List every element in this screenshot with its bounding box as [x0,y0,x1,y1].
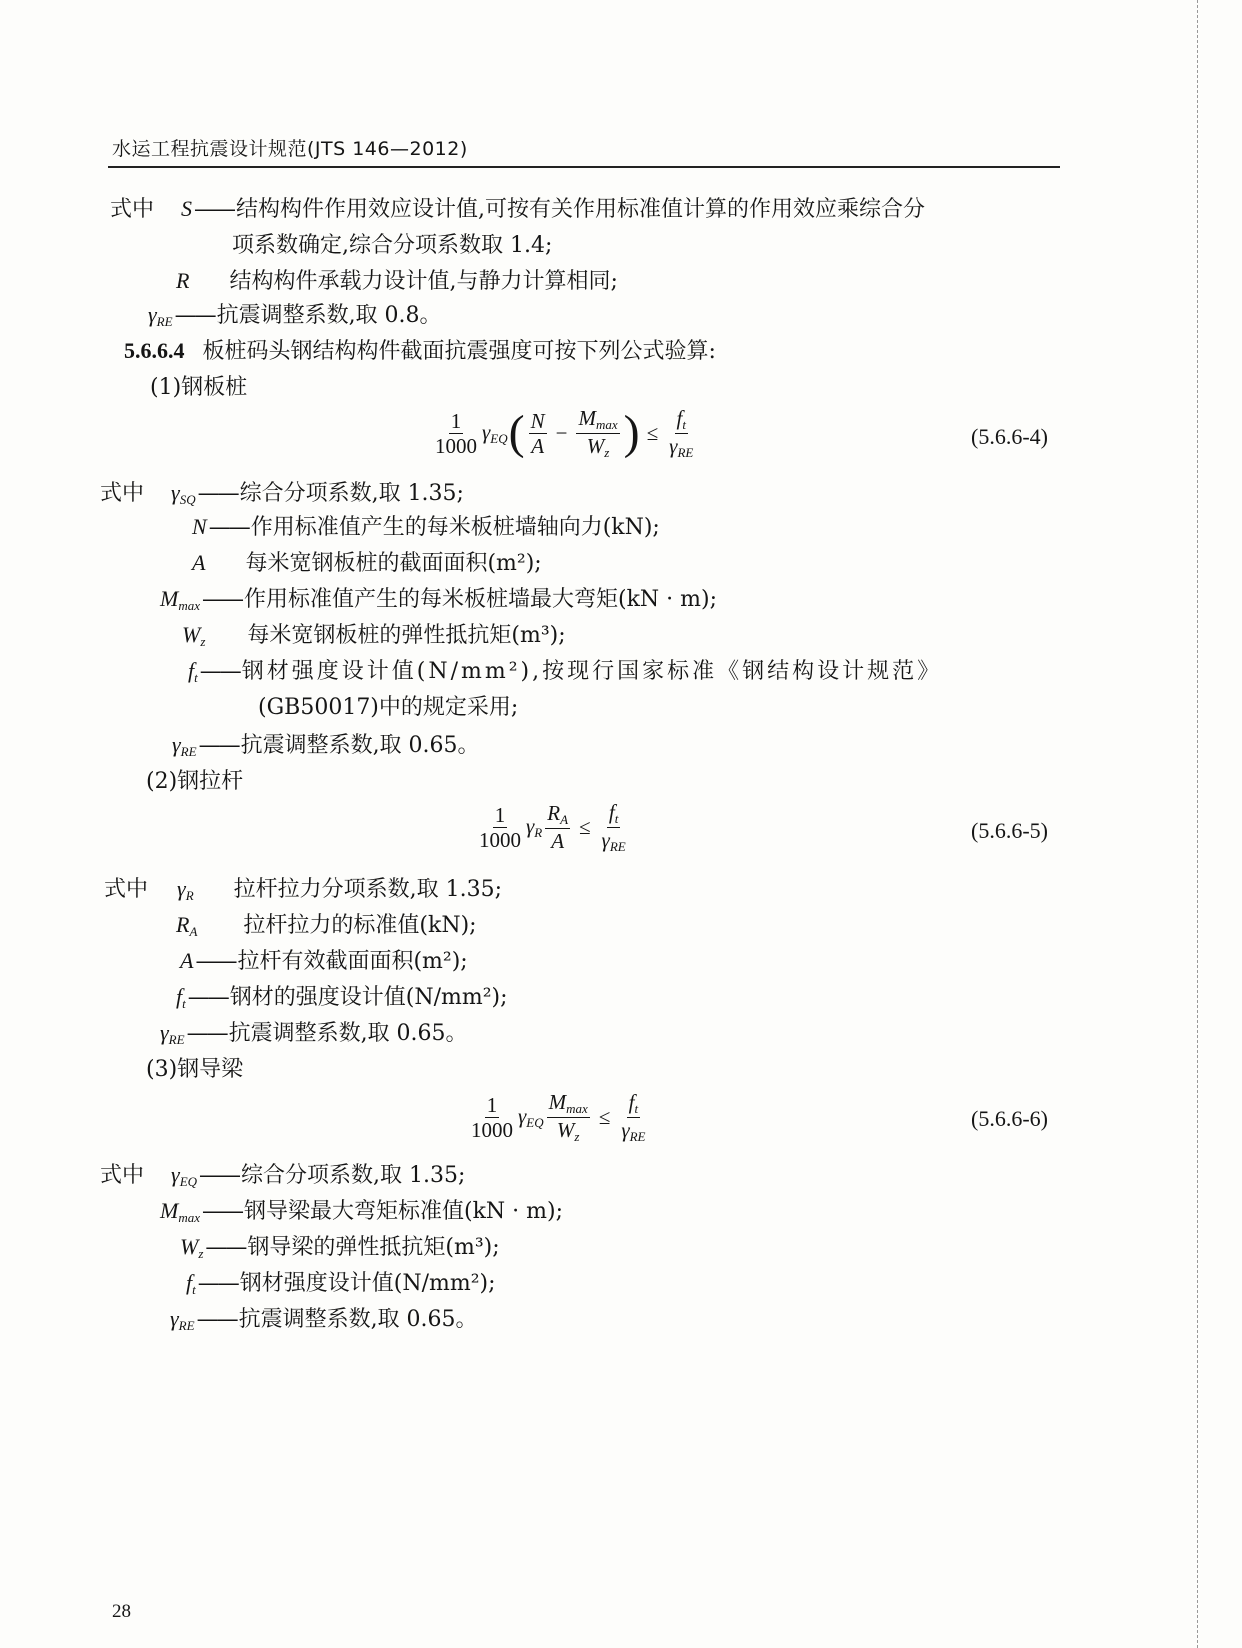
definition-gamma-re [160,1016,468,1048]
var-symbol: $M_{max}$ [160,1198,200,1225]
fraction: $\frac{f_t}{\gamma_{RE}}$ [601,800,626,854]
dash: —— [197,1271,238,1296]
var-description: 抗震调整系数,取 0.8。 [216,303,442,328]
page-number: 28 [112,1601,131,1622]
var-description: 钢材强度设计值(N/mm²); [239,1271,496,1296]
definition-w-z [180,1230,500,1262]
scan-edge-line [1197,0,1198,1648]
var-description: 作用标准值产生的每米板桩墙最大弯矩(kN · m); [244,587,718,612]
definition-gamma-eq [100,1158,465,1190]
dash: —— [174,303,215,328]
header-rule [108,166,1060,168]
var-description: 抗震调整系数,取 0.65。 [240,733,480,758]
dash: —— [187,985,228,1010]
var-symbol: $\gamma_{RE}$ [170,1306,195,1333]
equation-number: (5.6.6-4) [971,424,1048,449]
leq-sign: ≤ [579,814,591,839]
var-description: 拉杆拉力的标准值(kN); [243,913,477,938]
formula-5-6-6-6 [466,1090,651,1145]
fraction: $\frac{R_A}{A}$ [547,801,569,854]
var-symbol: $\gamma_{RE}$ [160,1020,185,1047]
var-description: 钢材的强度设计值(N/mm²); [229,985,508,1010]
definition-m-max [160,582,717,614]
equation-number: (5.6.6-6) [971,1106,1048,1131]
var-symbol: $f_t$ [188,658,198,685]
var-symbol: $f_t$ [186,1270,196,1297]
var-description: 拉杆有效截面面积(m²); [237,949,468,974]
var-description: 钢导梁最大弯矩标准值(kN · m); [244,1199,564,1224]
section-text: 板桩码头钢结构构件截面抗震强度可按下列公式验算: [202,339,716,364]
dash: —— [208,515,249,540]
dash: —— [199,659,240,684]
definition-s [110,192,925,223]
var-symbol: $\gamma_{SQ}$ [171,480,196,507]
subsection-title: (3)钢导梁 [146,1057,244,1082]
dash: —— [199,1163,240,1188]
var-symbol: A [192,550,206,575]
var-symbol: $R_A$ [176,912,198,939]
dash: —— [202,1199,242,1224]
fraction: $\frac{1}{1000}$ [435,408,477,458]
leq-sign: ≤ [646,420,659,445]
var-description: 结构构件承载力设计值,与静力计算相同; [229,269,618,294]
fraction: $\frac{1}{1000}$ [479,802,521,852]
fraction: $\frac{M_{max}}{W_z}$ [578,406,618,460]
definition-gamma-r [104,872,502,904]
gamma-symbol: $\gamma_{EQ}$ [518,1103,544,1130]
var-description: 拉杆拉力分项系数,取 1.35; [233,877,503,902]
var-description: 综合分项系数,取 1.35; [241,1163,466,1188]
var-symbol: $M_{max}$ [160,586,200,613]
section-heading [124,334,716,365]
gamma-symbol: $\gamma_R$ [526,813,543,840]
definition-a [192,546,542,577]
var-description: 每米宽钢板桩的弹性抵抗矩(m³); [247,623,566,648]
dash: —— [194,197,235,222]
definition-a [180,944,468,975]
definition-f-t-continued: (GB50017)中的规定采用; [258,695,519,720]
var-description: 钢导梁的弹性抵抗矩(m³); [247,1235,500,1260]
var-symbol: S [181,196,193,221]
var-symbol: $W_z$ [180,1234,204,1261]
var-description: 抗震调整系数,取 0.65。 [238,1307,478,1332]
definition-s-continued: 项系数确定,综合分项系数取 1.4; [232,233,553,258]
equation-number: (5.6.6-5) [971,818,1048,843]
intro-label: 式中 [110,197,155,222]
definition-r [176,264,618,295]
var-symbol: R [176,268,190,293]
definition-gamma-re [172,728,480,760]
var-symbol: $f_t$ [176,984,186,1011]
fraction: $\frac{N}{A}$ [530,408,545,458]
dash: —— [186,1021,227,1046]
definition-gamma-re [170,1302,478,1334]
var-symbol: $\gamma_{RE}$ [148,302,173,329]
left-paren: ( [508,406,525,460]
dash: —— [205,1235,246,1260]
section-number: 5.6.6.4 [124,338,185,363]
var-description: 结构构件作用效应设计值,可按有关作用标准值计算的作用效应乘综合分 [236,197,926,222]
var-symbol: $\gamma_{RE}$ [172,732,197,759]
definition-f-t [176,980,508,1012]
var-description: 作用标准值产生的每米板桩墙轴向力(kN); [250,515,660,540]
fraction: $\frac{1}{1000}$ [471,1092,513,1142]
var-description: 综合分项系数,取 1.35; [239,481,464,506]
intro-label: 式中 [100,481,145,506]
formula-5-6-6-4 [430,406,698,461]
subsection-title: (1)钢板桩 [150,375,248,400]
definition-m-max [160,1194,563,1226]
gamma-symbol: $\gamma_{EQ}$ [482,419,508,446]
dash: —— [198,733,239,758]
leq-sign: ≤ [598,1104,611,1129]
fraction: $\frac{f_t}{\gamma_{RE}}$ [669,406,694,460]
var-symbol: $W_z$ [182,622,206,649]
definition-f-t [188,654,942,686]
formula-5-6-6-5 [474,800,631,855]
dash: —— [202,587,242,612]
intro-label: 式中 [104,877,149,902]
var-symbol: N [192,514,207,539]
definition-gamma-sq [100,476,464,508]
definition-n [192,510,660,541]
dash: —— [195,949,236,974]
var-symbol: $\gamma_R$ [177,876,194,903]
dash: —— [196,1307,237,1332]
subsection-title: (2)钢拉杆 [146,769,244,794]
page-header: 水运工程抗震设计规范(JTS 146—2012) [112,138,468,160]
var-symbol: A [180,948,194,973]
var-symbol: $\gamma_{EQ}$ [171,1162,198,1189]
dash: —— [197,481,238,506]
var-description: 钢材强度设计值(N/mm²),按现行国家标准《钢结构设计规范》 [241,659,943,684]
definition-f-t [186,1266,496,1298]
definition-gamma-re [148,298,442,330]
definition-w-z [182,618,566,650]
fraction: $\frac{f_t}{\gamma_{RE}}$ [621,1090,646,1144]
minus-sign: − [555,420,568,445]
right-paren: ) [623,406,640,460]
var-description: 抗震调整系数,取 0.65。 [228,1021,468,1046]
definition-r-a [176,908,477,940]
intro-label: 式中 [100,1163,145,1188]
var-description: 每米宽钢板桩的截面面积(m²); [245,551,542,576]
fraction: $\frac{M_{max}}{W_z}$ [548,1090,588,1144]
